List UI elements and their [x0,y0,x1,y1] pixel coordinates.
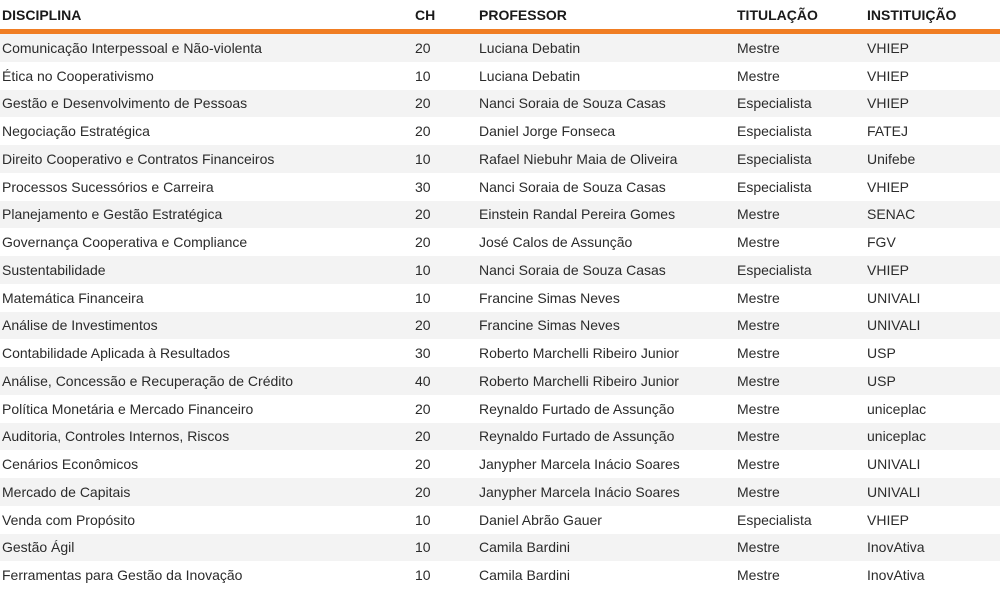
cell-disciplina: Análise, Concessão e Recuperação de Crédito [0,367,413,395]
cell-titulacao: Mestre [735,478,865,506]
header-titulacao: TITULAÇÃO [735,0,865,32]
cell-instituicao: VHIEP [865,506,1000,534]
table-row [0,450,1000,478]
cell-instituicao: VHIEP [865,90,1000,118]
cell-ch: 20 [413,201,477,229]
cell-disciplina: Comunicação Interpessoal e Não-violenta [0,32,413,62]
cell-titulacao: Mestre [735,395,865,423]
cell-titulacao: Mestre [735,201,865,229]
cell-titulacao: Especialista [735,256,865,284]
cell-instituicao: UNIVALI [865,312,1000,340]
header-instituicao: INSTITUIÇÃO [865,0,1000,32]
cell-disciplina: Sustentabilidade [0,256,413,284]
cell-titulacao: Especialista [735,145,865,173]
cell-titulacao: Especialista [735,90,865,118]
cell-titulacao: Mestre [735,284,865,312]
table-row [0,367,1000,395]
cell-ch: 10 [413,145,477,173]
cell-instituicao: UNIVALI [865,284,1000,312]
table-row [0,312,1000,340]
cell-titulacao: Mestre [735,228,865,256]
cell-disciplina: Venda com Propósito [0,506,413,534]
cell-professor: Luciana Debatin [477,32,735,62]
cell-disciplina: Contabilidade Aplicada à Resultados [0,339,413,367]
table-row [0,173,1000,201]
cell-titulacao: Mestre [735,62,865,90]
table-row [0,145,1000,173]
cell-instituicao: FGV [865,228,1000,256]
cell-ch: 20 [413,450,477,478]
cell-ch: 20 [413,312,477,340]
cell-ch: 20 [413,90,477,118]
cell-instituicao: uniceplac [865,423,1000,451]
cell-professor: Luciana Debatin [477,62,735,90]
cell-professor: Roberto Marchelli Ribeiro Junior [477,367,735,395]
cell-professor: Einstein Randal Pereira Gomes [477,201,735,229]
cell-disciplina: Gestão Ágil [0,534,413,562]
cell-disciplina: Política Monetária e Mercado Financeiro [0,395,413,423]
cell-disciplina: Ética no Cooperativismo [0,62,413,90]
table-row [0,506,1000,534]
cell-disciplina: Planejamento e Gestão Estratégica [0,201,413,229]
table-row [0,117,1000,145]
cell-ch: 30 [413,173,477,201]
cell-disciplina: Governança Cooperativa e Compliance [0,228,413,256]
cell-ch: 10 [413,534,477,562]
cell-titulacao: Mestre [735,339,865,367]
cell-instituicao: VHIEP [865,173,1000,201]
cell-disciplina: Mercado de Capitais [0,478,413,506]
cell-ch: 10 [413,284,477,312]
cell-instituicao: InovAtiva [865,561,1000,589]
cell-professor: Janypher Marcela Inácio Soares [477,450,735,478]
table-row [0,395,1000,423]
table-row [0,478,1000,506]
cell-ch: 20 [413,228,477,256]
cell-instituicao: FATEJ [865,117,1000,145]
cell-disciplina: Processos Sucessórios e Carreira [0,173,413,201]
cell-instituicao: uniceplac [865,395,1000,423]
cell-instituicao: UNIVALI [865,478,1000,506]
cell-titulacao: Mestre [735,561,865,589]
cell-titulacao: Mestre [735,32,865,62]
cell-titulacao: Mestre [735,534,865,562]
cell-professor: Daniel Abrão Gauer [477,506,735,534]
cell-professor: Roberto Marchelli Ribeiro Junior [477,339,735,367]
table-body [0,32,1000,589]
cell-ch: 10 [413,62,477,90]
cell-instituicao: SENAC [865,201,1000,229]
cell-titulacao: Especialista [735,506,865,534]
header-disciplina: DISCIPLINA [0,0,413,32]
cell-instituicao: UNIVALI [865,450,1000,478]
cell-disciplina: Auditoria, Controles Internos, Riscos [0,423,413,451]
table-row [0,228,1000,256]
cell-instituicao: InovAtiva [865,534,1000,562]
cell-disciplina: Gestão e Desenvolvimento de Pessoas [0,90,413,118]
cell-professor: Nanci Soraia de Souza Casas [477,256,735,284]
cell-titulacao: Mestre [735,312,865,340]
cell-ch: 20 [413,117,477,145]
cell-professor: Francine Simas Neves [477,284,735,312]
cell-ch: 20 [413,423,477,451]
cell-ch: 20 [413,32,477,62]
cell-instituicao: VHIEP [865,62,1000,90]
table-row [0,423,1000,451]
cell-disciplina: Matemática Financeira [0,284,413,312]
header-professor: PROFESSOR [477,0,735,32]
cell-disciplina: Direito Cooperativo e Contratos Financeiros [0,145,413,173]
cell-ch: 20 [413,478,477,506]
cell-ch: 10 [413,256,477,284]
cell-professor: Camila Bardini [477,534,735,562]
cell-professor: Francine Simas Neves [477,312,735,340]
table-row [0,62,1000,90]
cell-titulacao: Especialista [735,173,865,201]
cell-instituicao: VHIEP [865,32,1000,62]
cell-ch: 10 [413,561,477,589]
cell-professor: Janypher Marcela Inácio Soares [477,478,735,506]
table-row [0,201,1000,229]
cell-ch: 40 [413,367,477,395]
cell-disciplina: Análise de Investimentos [0,312,413,340]
cell-professor: Reynaldo Furtado de Assunção [477,395,735,423]
cell-instituicao: USP [865,339,1000,367]
cell-titulacao: Especialista [735,117,865,145]
cell-professor: José Calos de Assunção [477,228,735,256]
table-row [0,90,1000,118]
cell-ch: 20 [413,395,477,423]
cell-ch: 10 [413,506,477,534]
table-header [0,0,1000,32]
table-row [0,561,1000,589]
cell-professor: Reynaldo Furtado de Assunção [477,423,735,451]
cell-instituicao: Unifebe [865,145,1000,173]
cell-titulacao: Mestre [735,450,865,478]
table-row [0,534,1000,562]
cell-instituicao: VHIEP [865,256,1000,284]
cell-disciplina: Cenários Econômicos [0,450,413,478]
table-row [0,284,1000,312]
table-row [0,256,1000,284]
cell-professor: Nanci Soraia de Souza Casas [477,90,735,118]
cell-professor: Daniel Jorge Fonseca [477,117,735,145]
header-ch: CH [413,0,477,32]
cell-instituicao: USP [865,367,1000,395]
cell-titulacao: Mestre [735,423,865,451]
header-row [0,0,1000,32]
cell-disciplina: Negociação Estratégica [0,117,413,145]
cell-professor: Rafael Niebuhr Maia de Oliveira [477,145,735,173]
cell-professor: Nanci Soraia de Souza Casas [477,173,735,201]
cell-ch: 30 [413,339,477,367]
cell-disciplina: Ferramentas para Gestão da Inovação [0,561,413,589]
table-row [0,339,1000,367]
table-row [0,32,1000,62]
cell-professor: Camila Bardini [477,561,735,589]
cell-titulacao: Mestre [735,367,865,395]
